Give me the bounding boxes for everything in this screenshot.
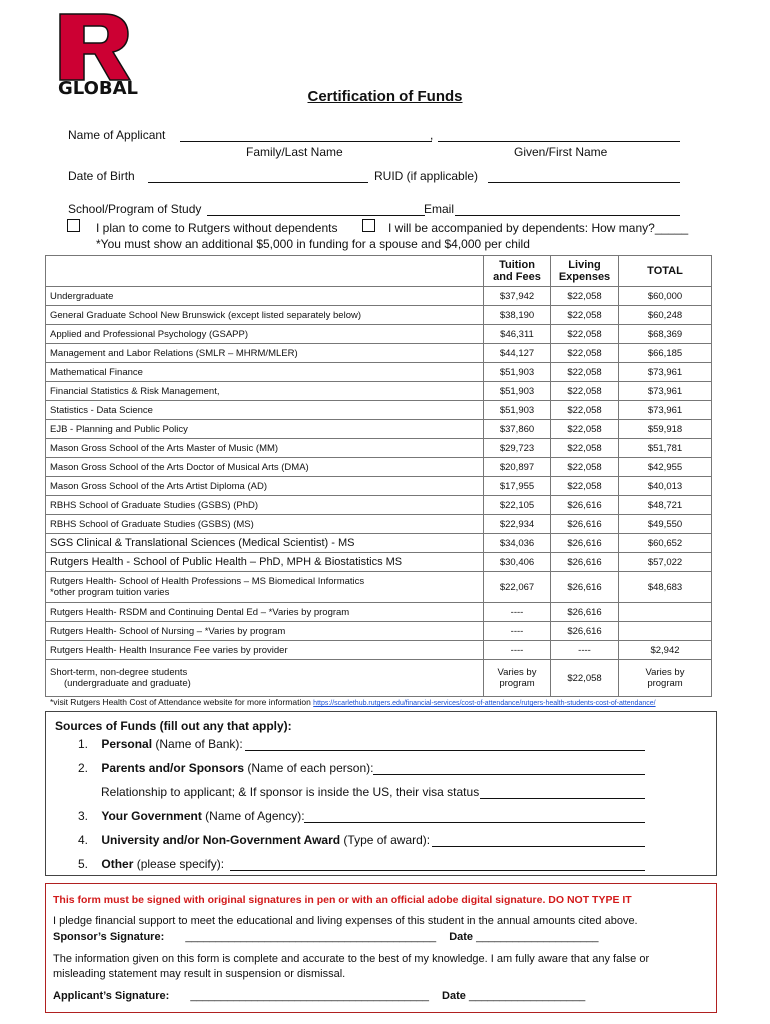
source-item-government [78,809,305,823]
dependents-label: I will be accompanied by dependents: How many?_____ [388,221,689,235]
program-name-cell [46,287,484,306]
program-name: Mathematical Finance [50,366,143,378]
total-cell [619,572,712,603]
table-row [46,458,712,477]
applicant-date-label: Date [442,990,466,1002]
family-name-line[interactable] [180,141,432,142]
email-line[interactable] [455,215,680,216]
program-name-cell [46,496,484,515]
program-name-cell [46,622,484,641]
table-row [46,382,712,401]
source-bold: University and/or Non-Government Award [101,833,341,847]
source-num: 3. [78,809,89,823]
program-name: Rutgers Health- School of Nursing – *Varies by program [50,625,286,637]
living-cell [551,325,619,344]
source-rest: (Type of award): [340,833,431,847]
total-cell [619,306,712,325]
tuition-cell-value: ---- [510,644,524,656]
tuition-cell [484,660,551,697]
total-cell [619,458,712,477]
total-cell-value: $60,000 [647,290,683,302]
living-cell-value: $26,616 [567,556,602,568]
source-item-award [78,833,430,847]
source-num: 2. [78,761,89,775]
tuition-cell-value: $34,036 [499,537,535,549]
living-cell-value: $26,616 [567,518,602,530]
living-cell [551,572,619,603]
living-cell-value: $22,058 [567,309,602,321]
sources-heading: Sources of Funds (fill out any that apply): [55,719,292,733]
header-tuition: Tuition and Fees [484,256,551,287]
source-item-personal [78,737,243,751]
tuition-cell-value: $46,311 [500,328,534,340]
total-cell-value: $59,918 [647,423,683,435]
tuition-cell [484,572,551,603]
sponsor-signature-row [53,931,598,943]
living-cell-value: $22,058 [567,442,602,454]
other-source-line[interactable] [230,870,645,871]
living-cell [551,287,619,306]
living-cell-value: ---- [578,644,591,656]
applicant-statement-1: The information given on this form is complete and accurate to the best of my knowledge. I am fully aware that any false or [53,953,650,965]
ruid-line[interactable] [488,182,680,183]
total-cell-value: $73,961 [647,404,683,416]
living-cell [551,439,619,458]
living-cell-value: $22,058 [567,404,602,416]
logo-text: GLOBAL [58,78,139,99]
tuition-cell-value: ---- [510,606,524,618]
table-header-row [46,256,712,287]
no-dependents-checkbox[interactable] [67,219,80,232]
cost-table [45,255,712,697]
school-program-line[interactable] [207,215,425,216]
program-name: Management and Labor Relations (SMLR – MHRM/MLER) [50,347,298,359]
living-cell-value: $22,058 [567,672,602,684]
tuition-cell [484,363,551,382]
sponsor-signature-label: Sponsor’s Signature: [53,931,165,943]
program-name: Rutgers Health- RSDM and Continuing Dental Ed – *Varies by program [50,606,350,618]
name-of-applicant-label: Name of Applicant [68,128,166,142]
total-cell-value: $60,248 [647,309,683,321]
source-num: 1. [78,737,89,751]
table-row [46,401,712,420]
program-name-cell [46,420,484,439]
living-cell [551,603,619,622]
total-cell [619,603,712,622]
sponsor-pledge: I pledge financial support to meet the educational and living expenses of this student in the annual amounts cited above. [53,915,638,927]
tuition-cell [484,306,551,325]
total-cell [619,553,712,572]
program-name-cell [46,553,484,572]
header-living: Living Expenses [551,256,619,287]
total-cell-value: $42,955 [647,461,683,473]
living-cell-value: $26,616 [567,625,602,637]
table-row [46,287,712,306]
date-of-birth-line[interactable] [148,182,368,183]
living-cell [551,553,619,572]
living-cell-value: $22,058 [567,480,602,492]
tuition-cell [484,496,551,515]
tuition-cell [484,458,551,477]
program-name-cell [46,344,484,363]
applicant-signature-line[interactable]: _______________________________________ [190,990,429,1002]
program-name: RBHS School of Graduate Studies (GSBS) (PhD) [50,499,259,511]
living-cell-value: $22,058 [567,461,602,473]
program-name: Undergraduate [50,290,114,302]
tuition-cell [484,287,551,306]
living-cell [551,382,619,401]
source-rest: (Name of each person): [244,761,374,775]
parents-sponsor-line[interactable] [373,774,645,775]
total-cell [619,477,712,496]
total-cell [619,363,712,382]
program-name-cell [46,325,484,344]
living-cell [551,496,619,515]
tuition-cell-value: $29,723 [499,442,535,454]
tuition-cell-value: ---- [510,625,524,637]
tuition-cell-value: $20,897 [499,461,535,473]
total-cell-value: $48,721 [647,499,683,511]
source-rest: (Name of Agency): [201,809,305,823]
ruid-label: RUID (if applicable) [374,169,479,183]
living-cell-value: $22,058 [567,423,602,435]
total-cell-value: $60,652 [647,537,683,549]
total-cell-value: $68,369 [647,328,683,340]
tuition-cell [484,641,551,660]
program-name: Short-term, non-degree students [50,667,188,678]
tuition-cell [484,325,551,344]
total-cell-value: $66,185 [647,347,683,359]
tuition-cell-value: $22,105 [499,499,535,511]
living-cell [551,641,619,660]
source-bold: Parents and/or Sponsors [101,761,245,775]
tuition-cell-value: $30,406 [499,556,535,568]
living-cell-value: $22,058 [567,385,602,397]
total-cell [619,515,712,534]
program-name: Mason Gross School of the Arts Master of Music (MM) [50,442,279,454]
total-cell-value: $40,013 [647,480,683,492]
tuition-cell [484,603,551,622]
source-bold: Personal [101,737,153,751]
program-name-cell [46,603,484,622]
given-name-line[interactable] [438,141,680,142]
total-cell-value: $73,961 [647,385,683,397]
total-cell [619,420,712,439]
living-cell [551,401,619,420]
program-name: Financial Statistics & Risk Management, [50,385,220,397]
table-row [46,477,712,496]
given-name-label: Given/First Name [514,145,608,159]
program-name: Statistics - Data Science [50,404,153,416]
program-name-cell [46,458,484,477]
tuition-cell-value: Varies by [497,667,537,678]
program-name: Applied and Professional Psychology (GSAPP) [50,328,249,340]
total-cell-value: $48,683 [647,581,683,593]
program-name-cell [46,306,484,325]
program-name: Rutgers Health- School of Health Professions – MS Biomedical Informatics [50,576,365,587]
table-row [46,515,712,534]
program-name-cell [46,477,484,496]
living-cell-value: $26,616 [567,537,602,549]
living-cell [551,420,619,439]
total-cell [619,534,712,553]
tuition-cell-value: $51,903 [499,366,535,378]
program-name-cell [46,382,484,401]
program-name-cell [46,660,484,697]
program-name-cell [46,515,484,534]
relationship-label: Relationship to applicant; & If sponsor is inside the US, their visa status [101,785,480,799]
total-cell [619,660,712,697]
total-cell [619,382,712,401]
table-row [46,363,712,382]
total-cell-value: $57,022 [647,556,683,568]
sponsor-date-label: Date [449,931,474,943]
living-cell [551,306,619,325]
living-cell-value: $26,616 [567,581,602,593]
living-cell [551,534,619,553]
table-row [46,439,712,458]
total-cell [619,401,712,420]
total-cell-value-sub: program [647,678,683,689]
program-name: General Graduate School New Brunswick (except listed separately below) [50,309,362,321]
table-row [46,641,712,660]
header-blank [46,256,484,287]
tuition-cell-value-sub: program [499,678,535,689]
tuition-cell [484,477,551,496]
program-name-cell [46,363,484,382]
family-name-label: Family/Last Name [246,145,343,159]
no-dependents-label: I plan to come to Rutgers without dependents [96,221,338,235]
program-name: SGS Clinical & Translational Sciences (Medical Scientist) - MS [50,537,355,549]
page-title: Certification of Funds [307,88,463,105]
cost-of-attendance-link[interactable]: https://scarlethub.rutgers.edu/financial-services/cost-of-attendance/rutgers-health-students-cost-of-attendance/ [313,700,656,707]
name-separator: , [430,128,434,142]
program-name: Mason Gross School of the Arts Doctor of Musical Arts (DMA) [50,461,309,473]
applicant-signature-label: Applicant’s Signature: [53,990,170,1002]
tuition-cell [484,344,551,363]
tuition-cell-value: $44,127 [499,347,535,359]
source-bold: Other [101,857,134,871]
living-cell-value: $22,058 [567,347,602,359]
table-row [46,572,712,603]
total-cell [619,622,712,641]
source-num: 5. [78,857,89,871]
living-cell-value: $26,616 [567,499,602,511]
dependents-checkbox[interactable] [362,219,375,232]
table-row [46,344,712,363]
tuition-cell [484,401,551,420]
applicant-date-line[interactable]: ___________________ [468,990,586,1002]
tuition-cell-value: $51,903 [499,385,535,397]
signature-warning: This form must be signed with original signatures in pen or with an official adobe digital signature. DO NOT TYPE IT [53,894,632,906]
living-cell [551,344,619,363]
table-row [46,603,712,622]
living-cell [551,477,619,496]
header-total: TOTAL [619,256,712,287]
source-rest: (Name of Bank): [152,737,243,751]
program-name: Rutgers Health- Health Insurance Fee varies by provider [50,644,288,656]
total-cell [619,439,712,458]
government-agency-line[interactable] [304,822,645,823]
source-item-parents [78,761,373,775]
source-item-other [78,857,224,871]
tuition-cell [484,515,551,534]
total-cell-value: $73,961 [647,366,683,378]
tuition-cell-value: $37,942 [499,290,535,302]
table-row [46,306,712,325]
total-cell [619,287,712,306]
total-cell [619,344,712,363]
rutgers-logo-icon [58,12,132,82]
relationship-line[interactable] [480,798,645,799]
personal-bank-line[interactable] [245,750,645,751]
tuition-cell [484,439,551,458]
program-name: Rutgers Health - School of Public Health – PhD, MPH & Biostatistics MS [50,556,403,568]
program-name: RBHS School of Graduate Studies (GSBS) (MS) [50,518,254,530]
source-bold: Your Government [101,809,202,823]
total-cell [619,325,712,344]
tuition-cell-value: $17,955 [499,480,535,492]
tuition-cell [484,382,551,401]
tuition-cell-value: $22,934 [499,518,535,530]
table-row [46,660,712,697]
program-name-cell [46,641,484,660]
living-cell [551,458,619,477]
tuition-cell-value: $51,903 [499,404,535,416]
school-program-label: School/Program of Study [68,202,202,216]
tuition-cell-value: $37,860 [499,423,535,435]
total-cell-value: $49,550 [647,518,683,530]
living-cell-value: $26,616 [567,606,602,618]
note-text: *visit Rutgers Health Cost of Attendance website for more information [50,697,311,707]
program-name: EJB - Planning and Public Policy [50,423,188,435]
table-row [46,496,712,515]
total-cell [619,641,712,660]
total-cell-value: $51,781 [647,442,683,454]
tuition-cell [484,622,551,641]
living-cell-value: $22,058 [567,290,602,302]
program-name-sub: *other program tuition varies [50,587,170,598]
tuition-cell [484,420,551,439]
living-cell [551,363,619,382]
tuition-cell [484,553,551,572]
tuition-cell-value: $38,190 [499,309,535,321]
table-row [46,553,712,572]
sponsor-signature-line[interactable]: _________________________________________ [185,931,437,943]
program-name: Mason Gross School of the Arts Artist Diploma (AD) [50,480,267,492]
program-name-cell [46,439,484,458]
living-cell [551,622,619,641]
cost-of-attendance-note [50,697,656,707]
sponsor-date-line[interactable]: ____________________ [476,931,599,943]
source-rest: (please specify): [133,857,225,871]
table-row [46,534,712,553]
program-name-cell [46,572,484,603]
table-row [46,622,712,641]
total-cell [619,496,712,515]
tuition-cell [484,534,551,553]
program-name-sub: (undergraduate and graduate) [64,678,191,689]
table-row [46,420,712,439]
living-cell [551,660,619,697]
living-cell [551,515,619,534]
program-name-cell [46,534,484,553]
table-row [46,325,712,344]
source-num: 4. [78,833,89,847]
funding-note: *You must show an additional $5,000 in funding for a spouse and $4,000 per child [96,237,530,251]
tuition-cell-value: $22,067 [499,581,535,593]
program-name-cell [46,401,484,420]
award-type-line[interactable] [432,846,645,847]
living-cell-value: $22,058 [567,366,602,378]
total-cell-value: Varies by [645,667,685,678]
total-cell-value: $2,942 [650,644,680,656]
applicant-statement-2: misleading statement may result in suspension or dismissal. [53,968,346,980]
email-label: Email [424,202,455,216]
applicant-signature-row [53,990,585,1002]
date-of-birth-label: Date of Birth [68,169,135,183]
living-cell-value: $22,058 [567,328,602,340]
